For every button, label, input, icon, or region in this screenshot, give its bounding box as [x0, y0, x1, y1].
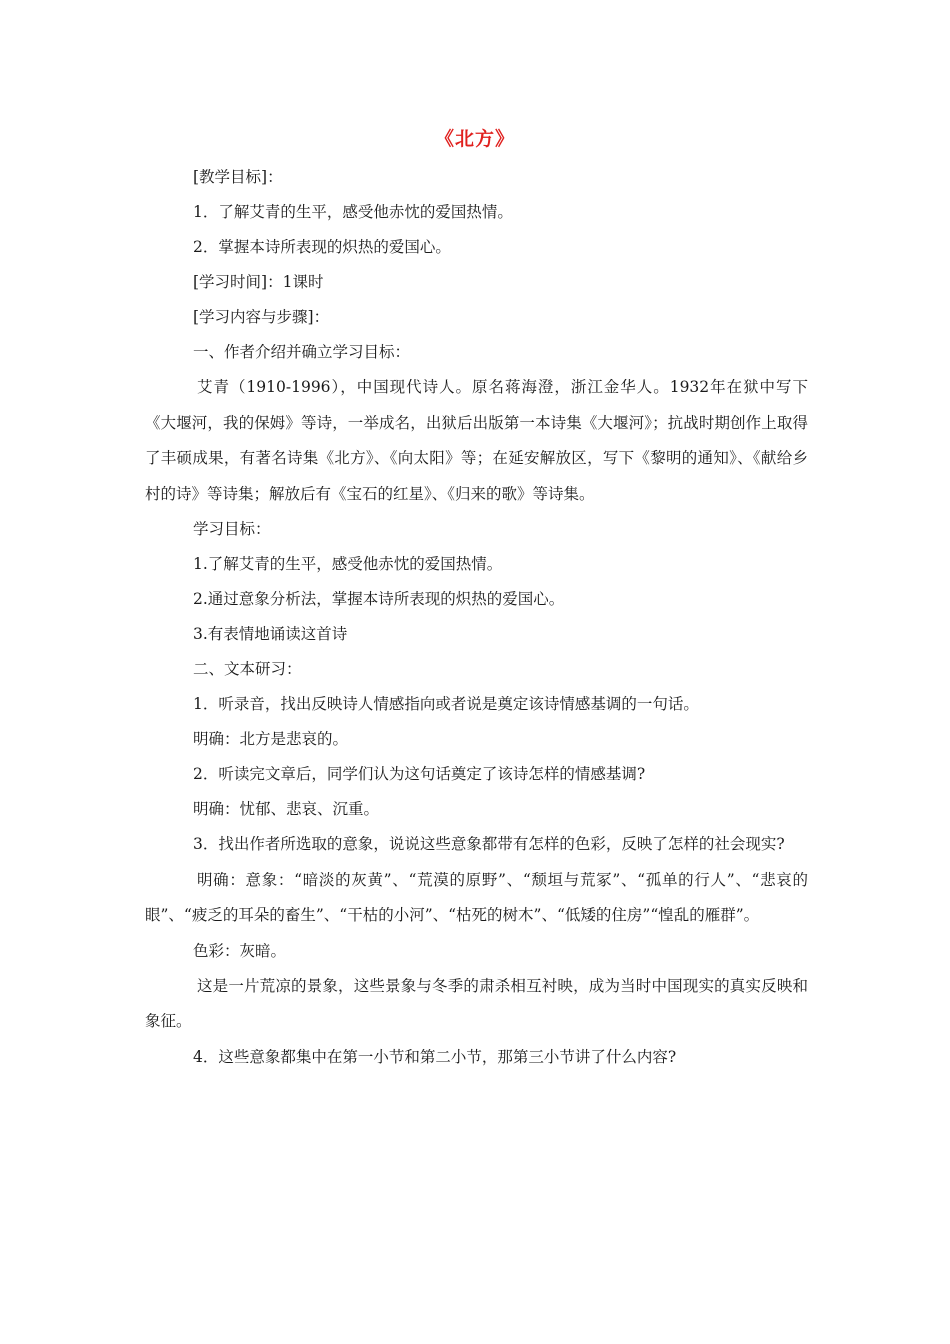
answer-item: 明确：北方是悲哀的。 — [193, 730, 349, 748]
author-intro-paragraph: 艾青（1910-1996），中国现代诗人。原名蒋海澄，浙江金华人。1932年在狱中写下《大堰河，我的保姆》等诗，一举成名，出狱后出版第一本诗集《大堰河》；抗战时期创作上取得了丰硕成果，有著名诗集《北方》、《向太阳》等；在延安解放区，写下《黎明的通知》、《献给乡村的诗》等诗集；解放后有《宝石的红星》、《归来的歌》等诗集。 — [145, 378, 808, 503]
section-heading-objectives: [教学目标]： — [193, 168, 283, 186]
answer-paragraph: 明确：意象：“暗淡的灰黄”、“荒漠的原野”、“颓垣与荒冢”、“孤单的行人”、“悲哀的眼”、“疲乏的耳朵的畜生”、“干枯的小河”、“枯死的树木”、“低矮的住房”“惶乱的雁群”。 — [145, 870, 808, 924]
section-heading-steps: [学习内容与步骤]： — [193, 308, 330, 326]
objective-item: 1．了解艾青的生平，感受他赤忱的爱国热情。 — [193, 203, 513, 221]
learning-goal-item: 2.通过意象分析法，掌握本诗所表现的炽热的爱国心。 — [193, 590, 565, 608]
question-item: 4．这些意象都集中在第一小节和第二小节，那第三小节讲了什么内容? — [193, 1047, 677, 1066]
part-heading: 二、文本研习： — [193, 660, 302, 678]
learning-goal-item: 1.了解艾青的生平，感受他赤忱的爱国热情。 — [193, 555, 503, 573]
document-title: 《北方》 — [434, 128, 515, 150]
part-heading: 一、作者介绍并确立学习目标： — [193, 343, 411, 361]
question-item: 1．听录音，找出反映诗人情感指向或者说是奠定该诗情感基调的一句话。 — [193, 695, 699, 713]
learning-goal-item: 3.有表情地诵读这首诗 — [193, 625, 348, 643]
learning-goals-heading: 学习目标： — [193, 520, 271, 538]
objective-item: 2．掌握本诗所表现的炽热的爱国心。 — [193, 238, 451, 256]
answer-paragraph: 这是一片荒凉的景象，这些景象与冬季的肃杀相互衬映，成为当时中国现实的真实反映和象征。 — [145, 976, 808, 1030]
answer-item: 色彩：灰暗。 — [193, 941, 287, 960]
answer-item: 明确：忧郁、悲哀、沉重。 — [193, 800, 380, 818]
question-item: 3．找出作者所选取的意象，说说这些意象都带有怎样的色彩，反映了怎样的社会现实? — [193, 835, 785, 853]
question-item: 2．听读完文章后，同学们认为这句话奠定了该诗怎样的情感基调? — [193, 765, 646, 783]
document-body — [145, 160, 808, 1075]
study-time: [学习时间]：1课时 — [193, 273, 324, 291]
